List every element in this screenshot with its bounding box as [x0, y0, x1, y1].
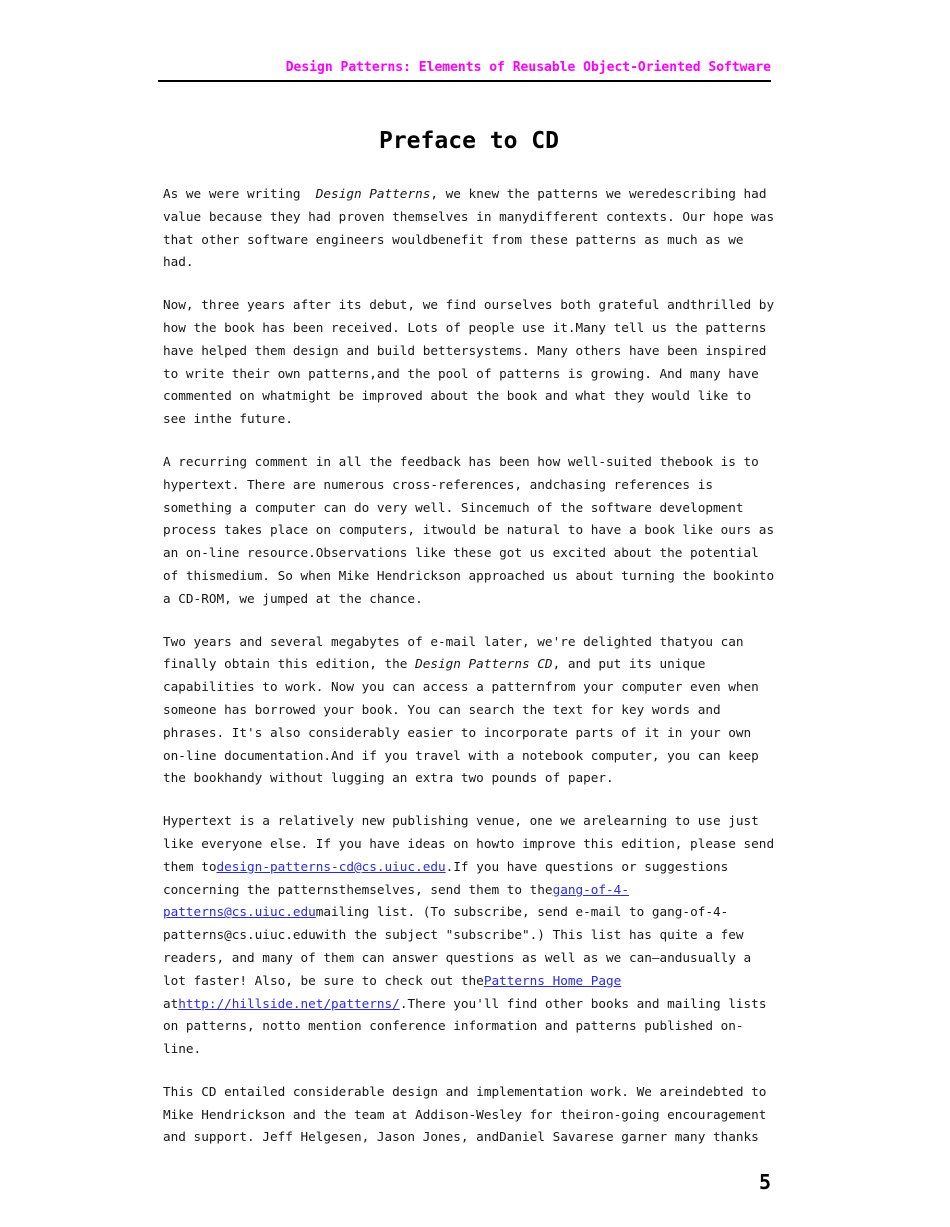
italic-text: Design Patterns: [315, 186, 431, 201]
text-run: A recurring comment in all the feedback has been how well-suited thebook is to hypertext. There are numerous cross-references, andchasing references is something a computer can do very well. Sincemuch of the software development process takes place on computers, itwould be natural to have a book like ours as an on-line resource.Observations like these got us excited about the potential of thismedium. So when Mike Hendrickson approached us about turning the bookinto a CD-ROM, we jumped at the chance.: [163, 453, 782, 606]
text-run: .There you'll find other books and mailing lists on patterns, notto mention conference information and patterns published on-line.: [163, 995, 775, 1057]
text-run: , we knew the patterns we weredescribing had value because they had proven themselves in manydifferent contexts. Our hope was that other software engineers wouldbenefit from these patterns as much as we had.: [163, 186, 782, 270]
gang-of-4-patterns-email-link[interactable]: gang-of-4-patterns@cs.uiuc.edu: [163, 881, 629, 920]
text-run: Now, three years after its debut, we find ourselves both grateful andthrilled by how the book has been received. Lots of people use it.Many tell us the patterns have helped them design and build bettersystems. Many others have been inspired to write their own patterns,and the pool of patterns is growing. And many have commented on whatmight be improved about the book and what they would like to see inthe future.: [163, 297, 782, 427]
paragraph-2: [163, 294, 782, 431]
page-body: [163, 183, 782, 1149]
paragraph-5: [163, 810, 782, 1061]
running-header-title: Design Patterns: Elements of Reusable Object-Oriented Software: [285, 60, 771, 75]
paragraph-4: [163, 631, 775, 791]
paragraph-1: [163, 183, 782, 274]
text-run: at: [163, 972, 629, 1011]
italic-text: Design Patterns CD: [415, 656, 553, 672]
text-run: mailing list. (To subscribe, send e-mail to gang-of-4-patterns@cs.uiuc.eduwith the subject "subscribe".) This list has quite a few readers, and many of them can answer questions as well as we can—andusually a lot faster! Also, be sure to check out the: [163, 904, 759, 988]
text-run: This CD entailed considerable design and implementation work. We areindebted to Mike Hendrickson and the team at Addison-Wesley for theiron-going encouragement and support. Jeff Helgesen, Jason Jones, andDaniel Savarese garner many thanks: [163, 1083, 775, 1145]
page-title: Preface to CD: [378, 128, 559, 154]
patterns-home-page-link[interactable]: Patterns Home Page: [483, 972, 622, 988]
page-number: 5: [758, 1170, 771, 1195]
text-run: Hypertext is a relatively new publishing venue, one we arelearning to use just like everyone else. If you have ideas on howto improve this edition, please send them to: [163, 813, 782, 874]
running-header: [158, 0, 771, 82]
paragraph-3: [163, 451, 782, 611]
text-run: Two years and several megabytes of e-mail later, we're delighted thatyou can finally obtain this edition, the: [163, 633, 752, 672]
paragraph-6: [163, 1081, 775, 1149]
text-run: .If you have questions or suggestions concerning the patternsthemselves, send them to the: [163, 858, 736, 897]
design-patterns-cd-email-link[interactable]: design-patterns-cd@cs.uiuc.edu: [216, 858, 446, 874]
text-run: As we were writing: [163, 186, 316, 201]
text-run: , and put its unique capabilities to work. Now you can access a patternfrom your computer even when someone has borrowed your book. You can search the text for key words and phrases. It's also considerably easier to incorporate parts of it in your own on-line documentation.And if you travel with a notebook computer, you can keep the bookhandy without lugging an extra two pounds of paper.: [163, 656, 767, 786]
hillside-patterns-url-link[interactable]: http://hillside.net/patterns/: [178, 995, 400, 1011]
